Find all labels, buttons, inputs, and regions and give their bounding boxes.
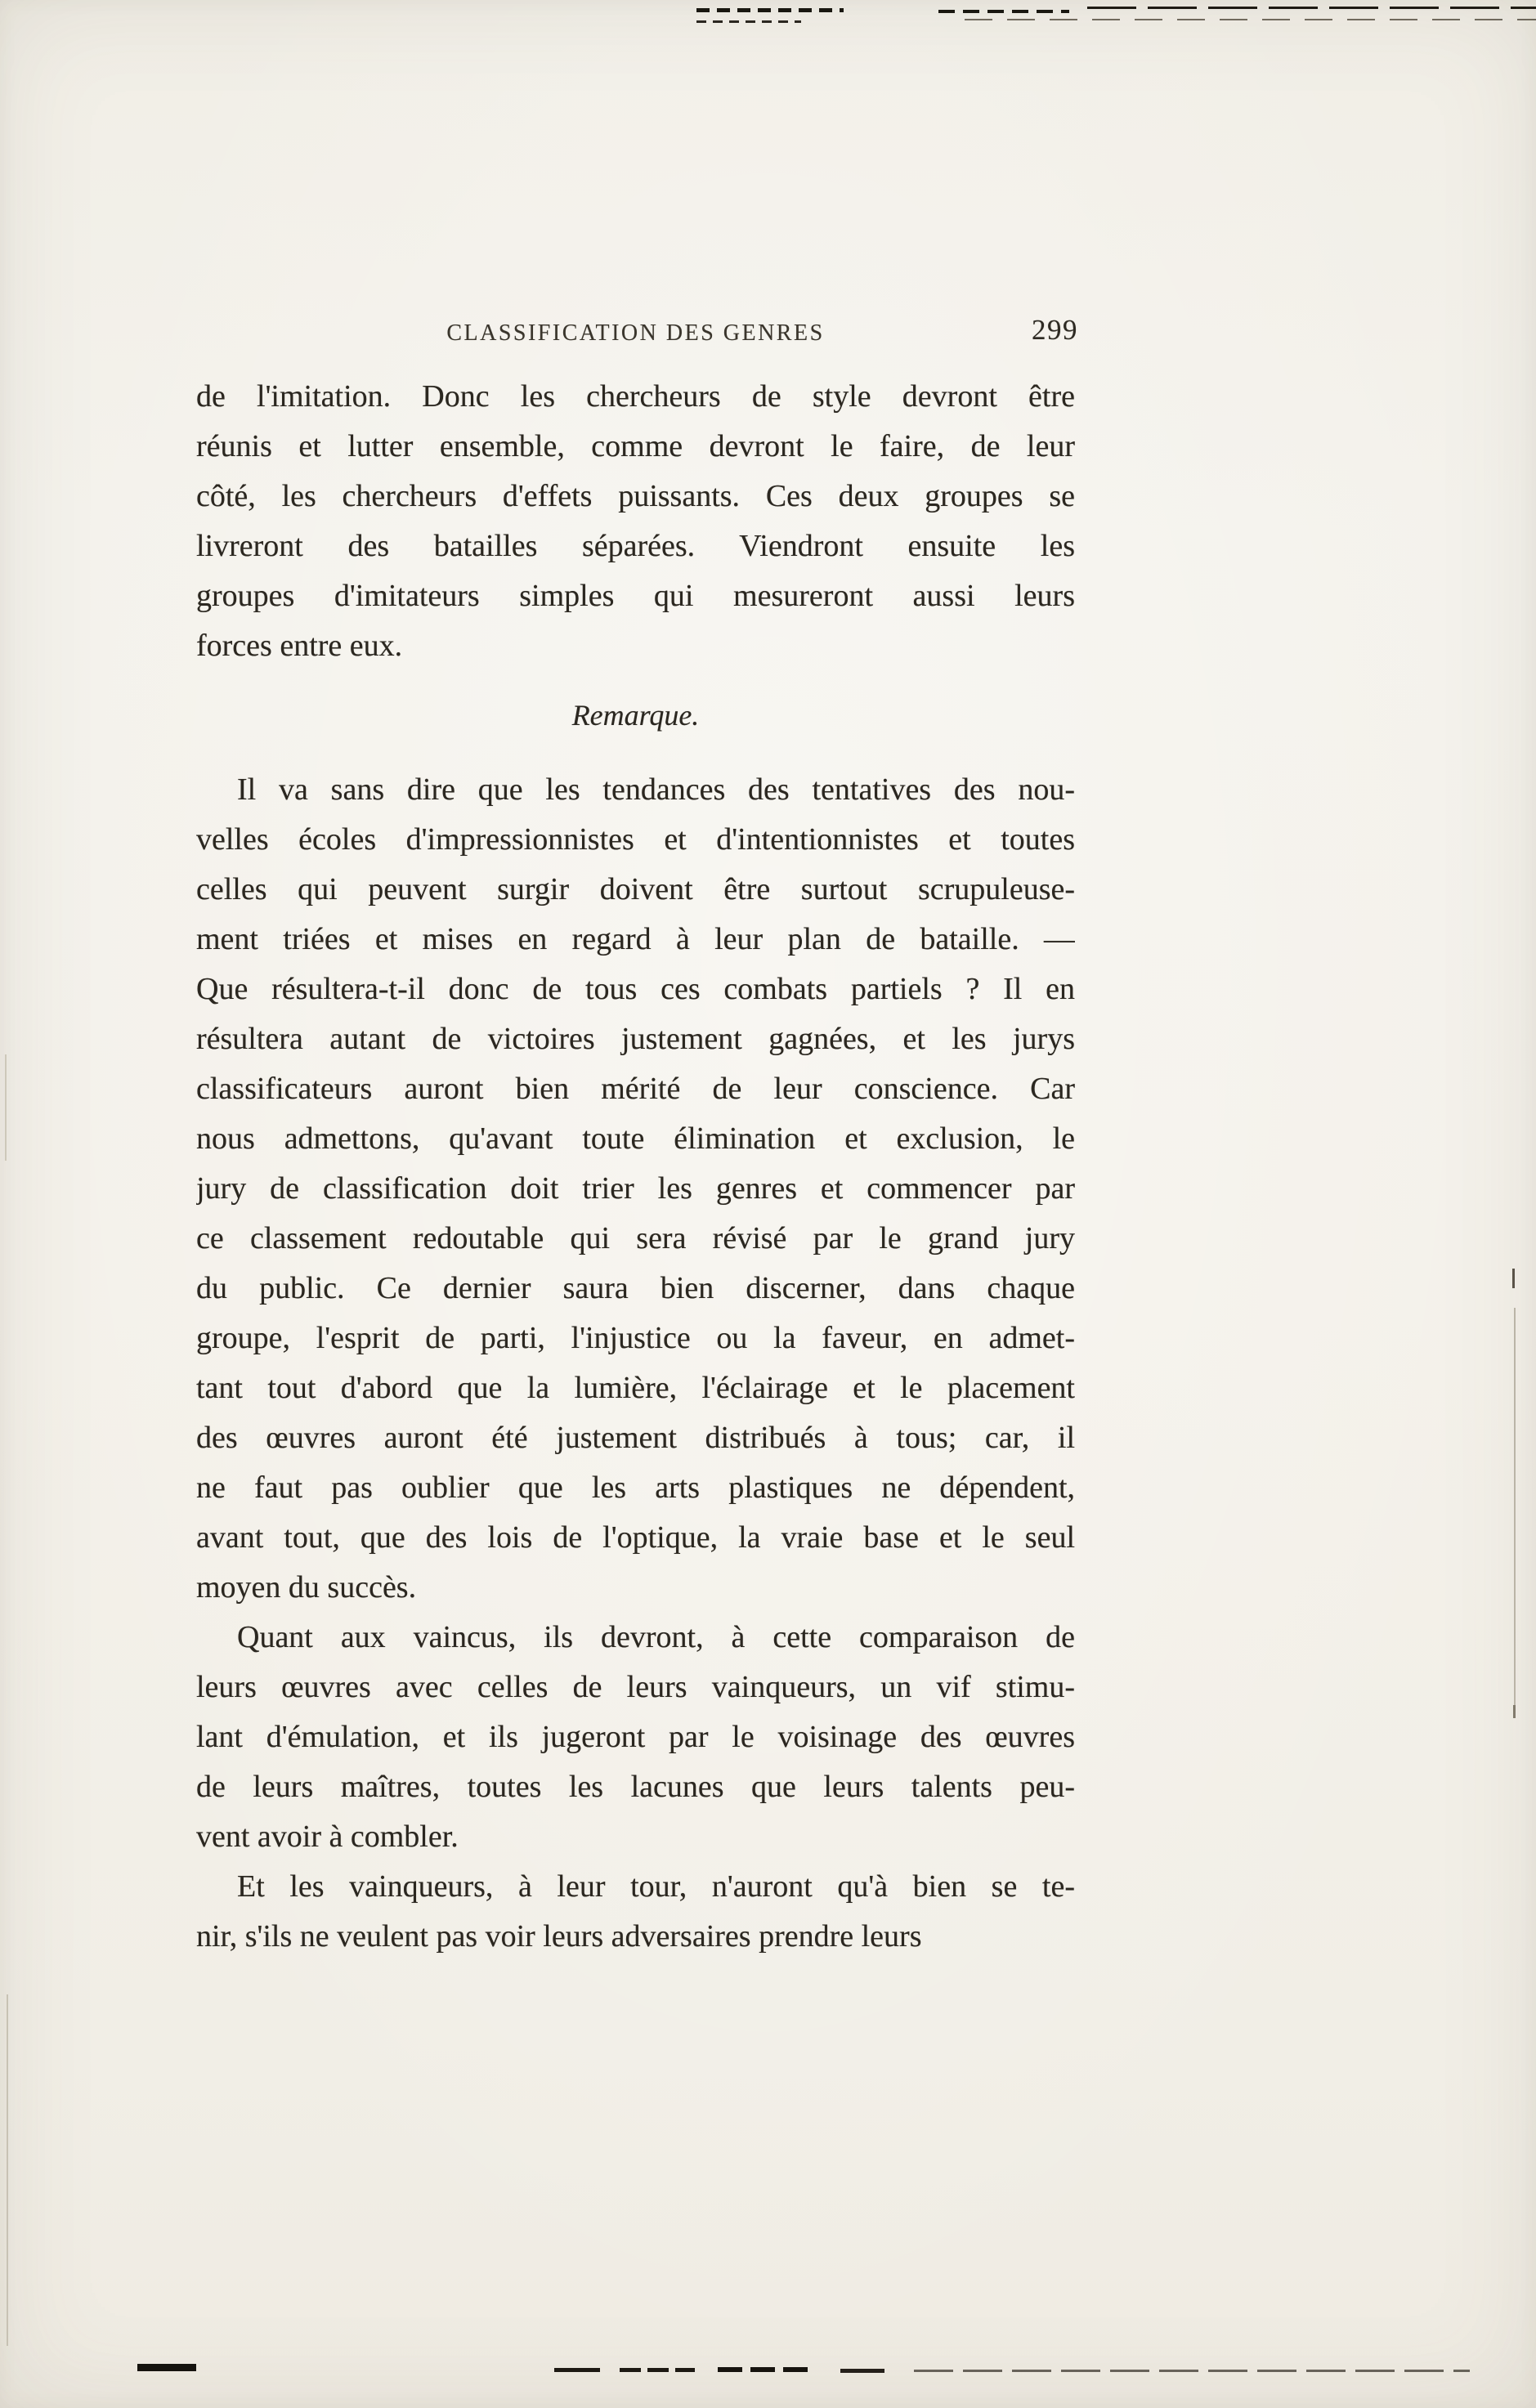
- scan-artifact-bottom-dash: [620, 2368, 695, 2372]
- text-line: groupe, l'esprit de parti, l'injustice ou la faveur, en admet-: [196, 1321, 1075, 1355]
- scan-artifact-left-crease: [5, 1054, 7, 1161]
- text-line: ce classement redoutable qui sera révisé par le grand jury: [196, 1221, 1075, 1255]
- text-line: livreront des batailles séparées. Viendront ensuite les: [196, 529, 1075, 563]
- text-line: leurs œuvres avec celles de leurs vainqueurs, un vif stimu-: [196, 1670, 1075, 1704]
- scan-artifact-top-line: [1087, 7, 1536, 9]
- text-line: de leurs maîtres, toutes les lacunes que leurs talents peu-: [196, 1770, 1075, 1804]
- text-line: ne faut pas oublier que les arts plastiques ne dépendent,: [196, 1470, 1075, 1505]
- paragraph: [196, 372, 1075, 671]
- text-line: nous admettons, qu'avant toute élimination et exclusion, le: [196, 1121, 1075, 1156]
- scan-artifact-bottom-dash: [840, 2369, 884, 2373]
- text-line: Que résultera-t-il donc de tous ces combats partiels ? Il en: [196, 972, 1075, 1006]
- text-line: velles écoles d'impressionnistes et d'intentionnistes et toutes: [196, 822, 1075, 857]
- text-line: Et les vainqueurs, à leur tour, n'auront qu'à bien se te-: [237, 1869, 1075, 1904]
- text-line: Quant aux vaincus, ils devront, à cette comparaison de: [237, 1620, 1075, 1654]
- text-line: des œuvres auront été justement distribués à tous; car, il: [196, 1421, 1075, 1455]
- text-line: avant tout, que des lois de l'optique, la vraie base et le seul: [196, 1520, 1075, 1555]
- text-line: moyen du succès.: [196, 1570, 417, 1605]
- running-head: [196, 314, 1078, 372]
- scan-artifact-top-dash: [696, 20, 801, 23]
- section-heading: Remarque.: [571, 699, 700, 732]
- paragraph: [196, 1613, 1075, 1862]
- text-line: Il va sans dire que les tendances des tentatives des nou-: [237, 772, 1075, 807]
- scan-artifact-right-margin-tick: [1512, 1269, 1515, 1288]
- text-line: du public. Ce dernier saura bien discerner, dans chaque: [196, 1271, 1075, 1305]
- scan-artifact-right-margin-tick: [1513, 1705, 1516, 1718]
- text-line: lant d'émulation, et ils jugeront par le voisinage des œuvres: [196, 1720, 1075, 1754]
- text-line: nir, s'ils ne veulent pas voir leurs adversaires prendre leurs: [196, 1919, 922, 1954]
- scan-artifact-bottom-line: [914, 2370, 1470, 2372]
- scan-artifact-top-dash: [938, 10, 1069, 13]
- text-line: réunis et lutter ensemble, comme devront le faire, de leur: [196, 429, 1075, 463]
- scan-artifact-right-margin-line: [1514, 1308, 1516, 1716]
- scan-artifact-bottom-dash: [718, 2367, 809, 2372]
- scan-artifact-bottom-dash: [137, 2364, 196, 2371]
- scan-artifact-bottom-dash: [554, 2368, 600, 2372]
- text-line: forces entre eux.: [196, 629, 403, 663]
- text-line: ment triées et mises en regard à leur plan de bataille. —: [196, 922, 1075, 956]
- page-number: 299: [1032, 314, 1078, 346]
- text-line: côté, les chercheurs d'effets puissants. Ces deux groupes se: [196, 479, 1075, 513]
- text-line: résultera autant de victoires justement gagnées, et les jurys: [196, 1022, 1075, 1056]
- text-block: [196, 314, 1078, 1962]
- page-body: [196, 372, 1075, 1962]
- running-title: CLASSIFICATION DES GENRES: [446, 320, 825, 346]
- text-line: de l'imitation. Donc les chercheurs de style devront être: [196, 379, 1075, 414]
- paragraph: [196, 1862, 1075, 1962]
- scan-artifact-top-dash: [696, 8, 844, 12]
- text-line: groupes d'imitateurs simples qui mesureront aussi leurs: [196, 579, 1075, 613]
- text-line: jury de classification doit trier les genres et commencer par: [196, 1171, 1075, 1206]
- text-line: vent avoir à combler.: [196, 1819, 459, 1854]
- text-line: celles qui peuvent surgir doivent être surtout scrupuleuse-: [196, 872, 1075, 906]
- text-line: tant tout d'abord que la lumière, l'éclairage et le placement: [196, 1371, 1075, 1405]
- paragraph: [196, 765, 1075, 1613]
- scan-artifact-left-margin-line: [7, 1994, 8, 2346]
- scan-artifact-top-line: [965, 19, 1536, 20]
- text-line: classificateurs auront bien mérité de leur conscience. Car: [196, 1072, 1075, 1106]
